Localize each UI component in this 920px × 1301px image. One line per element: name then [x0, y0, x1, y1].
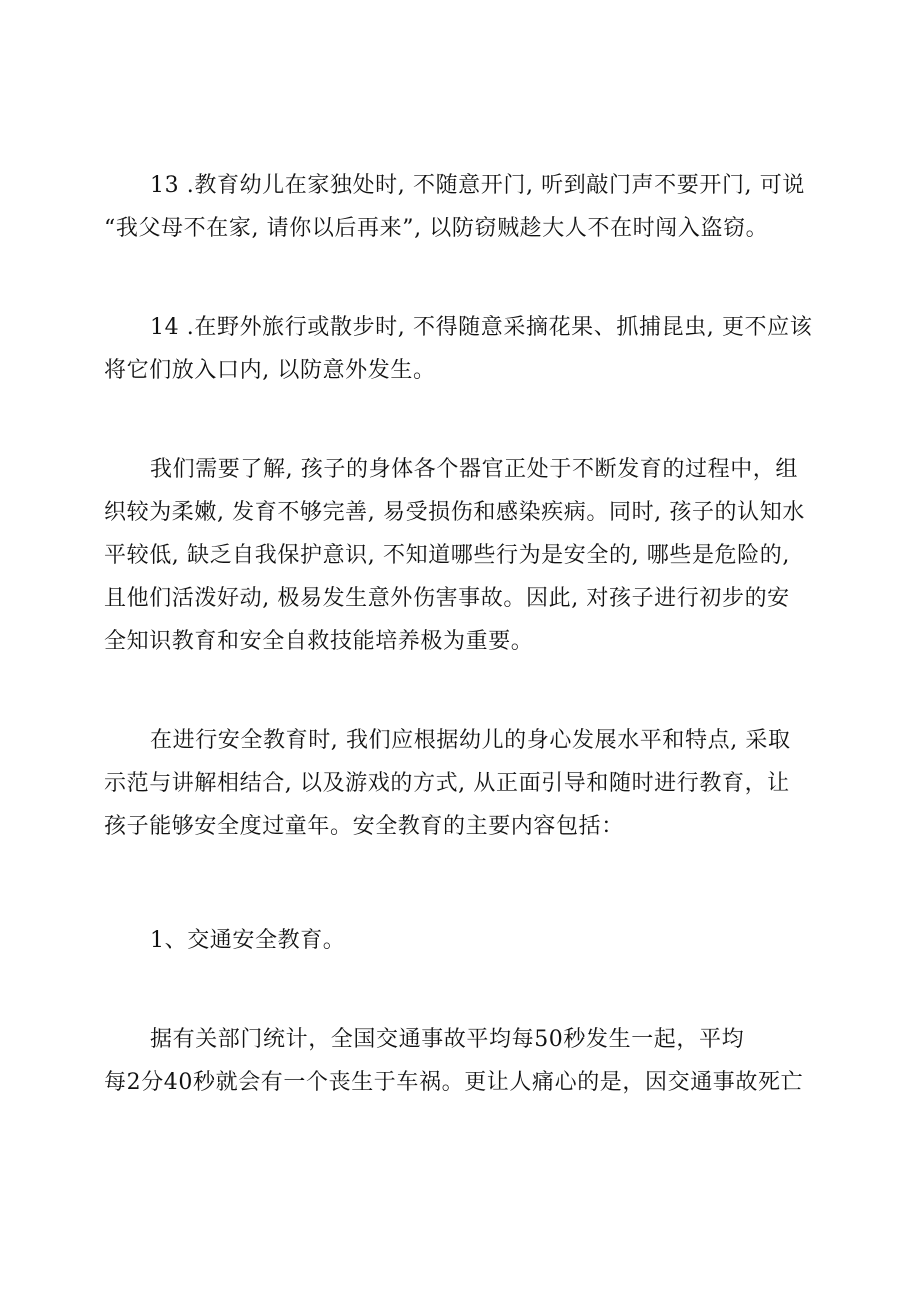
text-line: 将它们放入口内, 以防意外发生。	[104, 358, 436, 383]
text-line: 孩子能够安全度过童年。安全教育的主要内容包括：	[104, 814, 624, 839]
text-line: 全知识教育和安全自救技能培养极为重要。	[104, 629, 534, 654]
text-line: 14 .在野外旅行或散步时, 不得随意采摘花果、抓捕昆虫, 更不应该	[150, 315, 813, 340]
text-line: 在进行安全教育时, 我们应根据幼儿的身心发展水平和特点, 采取	[150, 728, 791, 753]
text-line: 我们需要了解, 孩子的身体各个器官正处于不断发育的过程中，组	[150, 457, 798, 482]
text-line: 示范与讲解相结合, 以及游戏的方式, 从正面引导和随时进行教育，让	[104, 771, 790, 796]
text-line: “我父母不在家, 请你以后再来”, 以防窃贼趁大人不在时闯入盗窃。	[104, 216, 769, 241]
text-line: 平较低, 缺乏自我保护意识, 不知道哪些行为是安全的, 哪些是危险的,	[104, 543, 790, 568]
text-line: 据有关部门统计，全国交通事故平均每50秒发生一起，平均	[150, 1027, 745, 1052]
text-line: 每2分40秒就会有一个丧生于车祸。更让人痛心的是，因交通事故死亡	[104, 1070, 804, 1095]
text-line: 且他们活泼好动, 极易发生意外伤害事故。因此, 对孩子进行初步的安	[104, 586, 790, 611]
text-line: 13 .教育幼儿在家独处时, 不随意开门, 听到敲门声不要开门, 可说	[150, 173, 805, 198]
text-line: 织较为柔嫩, 发育不够完善, 易受损伤和感染疾病。同时, 孩子的认知水	[104, 500, 805, 525]
section-heading: 1、交通安全教育。	[150, 928, 346, 953]
